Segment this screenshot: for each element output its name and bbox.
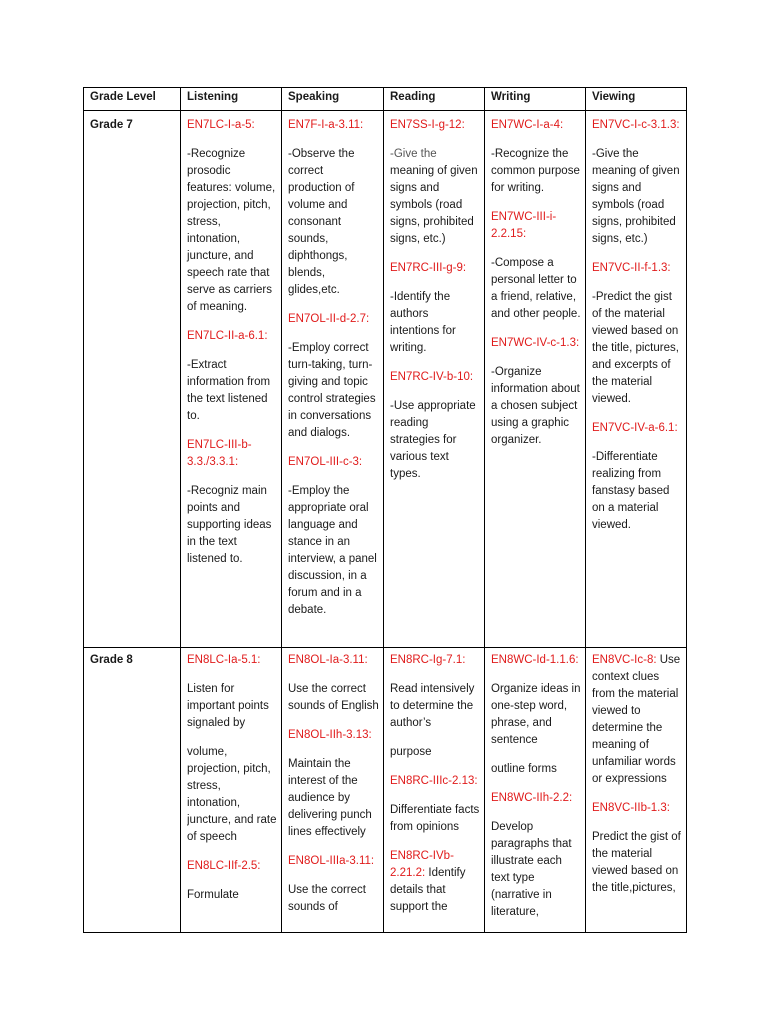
competency-code: EN8VC-Ic-8:: [592, 654, 657, 666]
competency-text-rest: meaning of given signs and symbols (road signs, prohibited signs, etc.): [390, 165, 478, 245]
competency-code: EN7LC-I-a-5:: [187, 119, 255, 131]
competency-code: EN7SS-I-g-12:: [390, 119, 465, 131]
header-grade-level: Grade Level: [84, 88, 181, 111]
competency-text-inline: [592, 652, 682, 788]
competency-code: EN7WC-I-a-4:: [491, 119, 564, 131]
grade-8-viewing: [586, 648, 687, 933]
header-writing: Writing: [485, 88, 586, 111]
header-listening: Listening: [181, 88, 282, 111]
header-reading: Reading: [384, 88, 485, 111]
competency-text: -Identify the authors intentions for writing.: [390, 291, 456, 354]
curriculum-table: [83, 87, 687, 933]
competency-code: EN7WC-IV-c-1.3:: [491, 337, 580, 349]
competency-text: Formulate: [187, 889, 239, 901]
competency-code: EN7RC-IV-b-10:: [390, 371, 474, 383]
competency-text: -Employ the appropriate oral language and stance in an interview, a panel discussion, in a forum and in a debate.: [288, 485, 377, 616]
grade-7-writing: [485, 111, 586, 648]
competency-text: purpose: [390, 746, 432, 758]
competency-text: -Give the meaning of given signs and symbols (road signs, prohibited signs, etc.): [592, 148, 680, 245]
competency-text: Use the correct sounds of: [288, 884, 366, 913]
header-row: [84, 88, 687, 111]
competency-code: EN7LC-III-b-3.3./3.3.1:: [187, 439, 252, 468]
competency-code: EN8RC-IVb-2.21.2:: [390, 850, 454, 879]
competency-text: Develop paragraphs that illustrate each text type (narrative in literature,: [491, 821, 572, 918]
header-viewing: Viewing: [586, 88, 687, 111]
competency-code: EN7OL-III-c-3:: [288, 456, 363, 468]
grade-7-reading: [384, 111, 485, 648]
competency-text: [390, 146, 480, 248]
grade-8-label: Grade 8: [84, 648, 181, 933]
competency-text: Listen for important points signaled by: [187, 683, 269, 729]
competency-text: -Extract information from the text listened to.: [187, 359, 271, 422]
competency-text-rest: Identify details that support the: [390, 867, 466, 913]
competency-code: EN8LC-Ia-5.1:: [187, 654, 261, 666]
competency-text: -Differentiate realizing from fanstasy based on a material viewed.: [592, 451, 670, 531]
grade-7-listening: [181, 111, 282, 648]
competency-text: -Use appropriate reading strategies for various text types.: [390, 400, 476, 480]
competency-code: EN8WC-IIh-2.2:: [491, 792, 573, 804]
competency-code: EN8RC-IIIc-2.13:: [390, 775, 478, 787]
competency-text: -Observe the correct production of volume and consonant sounds, diphthongs, blends, glides,etc.: [288, 148, 355, 296]
competency-text: Use the correct sounds of English: [288, 683, 379, 712]
competency-code: EN8OL-IIIa-3.11:: [288, 855, 375, 867]
competency-code: EN7OL-II-d-2.7:: [288, 313, 370, 325]
grade-8-writing: [485, 648, 586, 933]
competency-text: -Compose a personal letter to a friend, relative, and other people.: [491, 257, 581, 320]
competency-text: outline forms: [491, 763, 557, 775]
competency-text: Predict the gist of the material viewed based on the title,pictures,: [592, 831, 681, 894]
competency-code: EN8OL-Ia-3.11:: [288, 654, 368, 666]
grade-8-reading: [384, 648, 485, 933]
competency-code: EN7VC-I-c-3.1.3:: [592, 119, 680, 131]
competency-code: EN7WC-III-i-2.2.15:: [491, 211, 557, 240]
header-speaking: Speaking: [282, 88, 384, 111]
competency-text: -Employ correct turn-taking, turn-giving and topic control strategies in conversations and dialogs.: [288, 342, 376, 439]
competency-code: EN8RC-Ig-7.1:: [390, 654, 466, 666]
competency-text: Maintain the interest of the audience by delivering punch lines effectively: [288, 758, 372, 838]
competency-code: EN7F-I-a-3.11:: [288, 119, 364, 131]
competency-text-start: -Give the: [390, 148, 437, 160]
grade-7-speaking: [282, 111, 384, 648]
competency-code: EN7VC-IV-a-6.1:: [592, 422, 678, 434]
competency-code: EN8OL-IIh-3.13:: [288, 729, 372, 741]
competency-code: EN8VC-IIb-1.3:: [592, 802, 670, 814]
competency-code: EN7LC-II-a-6.1:: [187, 330, 268, 342]
competency-text: volume, projection, pitch, stress, intonation, juncture, and rate of speech: [187, 746, 277, 843]
competency-text: Read intensively to determine the author’s: [390, 683, 475, 729]
competency-text: -Organize information about a chosen subject using a graphic organizer.: [491, 366, 580, 446]
competency-code: EN8LC-IIf-2.5:: [187, 860, 261, 872]
competency-text: -Predict the gist of the material viewed based on the title, pictures, and excerpts of the material viewed.: [592, 291, 679, 405]
competency-text: -Recognize the common purpose for writing.: [491, 148, 580, 194]
competency-text: Organize ideas in one-step word, phrase, and sentence: [491, 683, 581, 746]
competency-code: EN8WC-Id-1.1.6:: [491, 654, 579, 666]
grade-7-row: [84, 111, 687, 648]
competency-text-rest: Use context clues from the material viewed to determine the meaning of unfamiliar words or expressions: [592, 654, 681, 785]
competency-code: EN7VC-II-f-1.3:: [592, 262, 671, 274]
grade-8-speaking: [282, 648, 384, 933]
grade-8-row: [84, 648, 687, 933]
grade-7-label: Grade 7: [84, 111, 181, 648]
grade-7-viewing: [586, 111, 687, 648]
grade-8-listening: [181, 648, 282, 933]
competency-text: -Recognize prosodic features: volume, projection, pitch, stress, intonation, juncture, and speech rate that serve as carriers of meaning.: [187, 148, 276, 313]
competency-text: -Recogniz main points and supporting ideas in the text listened to.: [187, 485, 272, 565]
competency-text: Differentiate facts from opinions: [390, 804, 480, 833]
competency-code: EN7RC-III-g-9:: [390, 262, 467, 274]
competency-text-inline: [390, 848, 480, 916]
